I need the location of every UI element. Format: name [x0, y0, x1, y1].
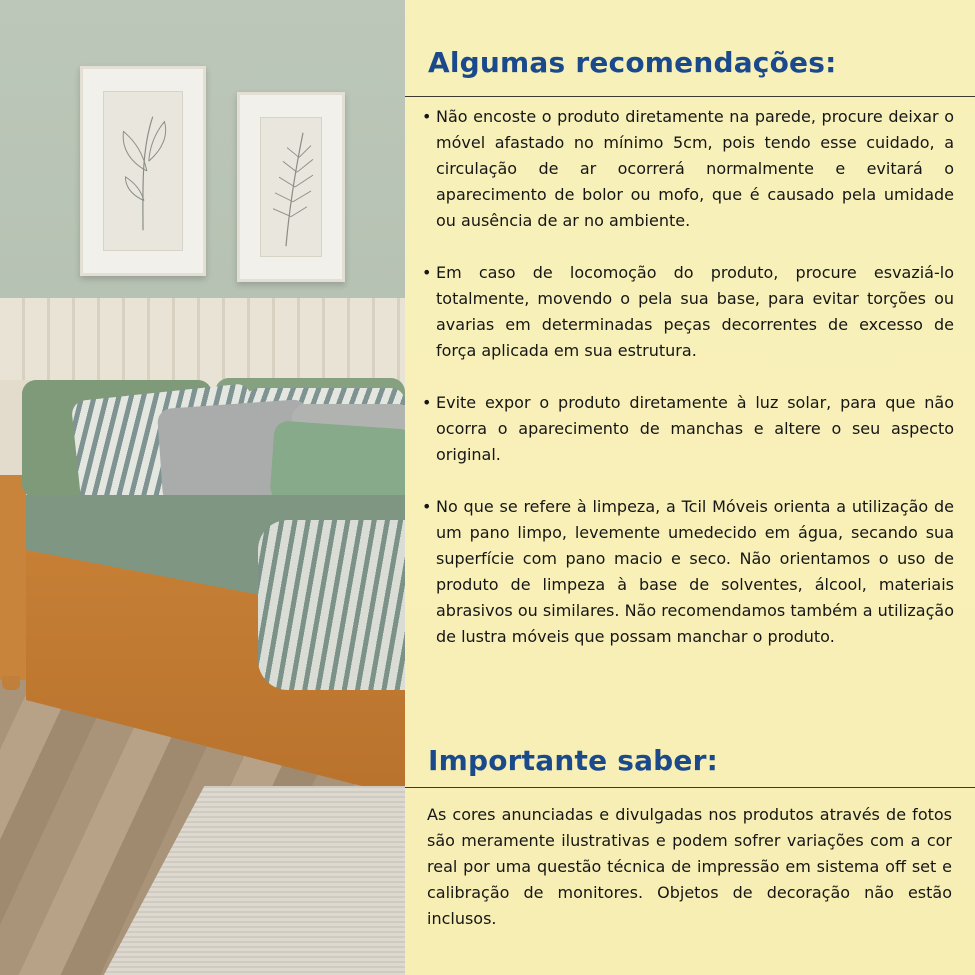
- fern-illustration-icon: [261, 118, 321, 256]
- list-item-text: Não encoste o produto diretamente na parede, procure deixar o móvel afastado no mínimo 5cm, pois tendo esse cuidado, a circulação de ar ocorrerá normalmente e evitará o aparecimento de bolor ou mofo, que é causado pela umidade ou ausência de ar no ambiente.: [436, 107, 954, 230]
- bullet-dot: •: [422, 263, 432, 282]
- list-item: [422, 390, 954, 468]
- wall-art-frame-left: [80, 66, 206, 276]
- frame-mat: [260, 117, 322, 257]
- list-item-text: Evite expor o produto diretamente à luz solar, para que não ocorra o aparecimento de manchas e altere o seu aspecto original.: [436, 393, 954, 464]
- list-item: [422, 104, 954, 234]
- list-item: [422, 494, 954, 650]
- striped-blanket: [258, 520, 418, 690]
- wall-art-frame-right: [237, 92, 345, 282]
- important-title: Importante saber:: [428, 744, 719, 777]
- nightstand-leg: [2, 676, 20, 690]
- important-divider: [405, 787, 975, 788]
- nightstand: [0, 475, 26, 680]
- bullet-dot: •: [422, 497, 432, 516]
- title-divider: [405, 96, 975, 97]
- leaf-illustration-icon: [104, 92, 182, 250]
- recommendations-title: Algumas recomendações:: [428, 46, 837, 79]
- list-item: [422, 260, 954, 364]
- frame-mat: [103, 91, 183, 251]
- bullet-dot: •: [422, 393, 432, 412]
- bullet-dot: •: [422, 107, 432, 126]
- recommendations-list: [422, 104, 954, 676]
- list-item-text: Em caso de locomoção do produto, procure esvaziá-lo totalmente, movendo o pela sua base, para evitar torções ou avarias em determinadas peças decorrentes de excesso de força aplicada em sua estrutura.: [436, 263, 954, 360]
- list-item-text: No que se refere à limpeza, a Tcil Móveis orienta a utilização de um pano limpo, levemente umedecido em água, secando sua superfície com pano macio e seco. Não orientamos o uso de produto de limpeza à base de solventes, álcool, materiais abrasivos ou similares. Não recomendamos também a utilização de lustra móveis que possam manchar o produto.: [436, 497, 954, 646]
- important-text: As cores anunciadas e divulgadas nos produtos através de fotos são meramente ilustrativas e podem sofrer variações com a cor real por uma questão técnica de impressão em sistema off set e calibração de monitores. Objetos de decoração não estão inclusos.: [427, 805, 952, 928]
